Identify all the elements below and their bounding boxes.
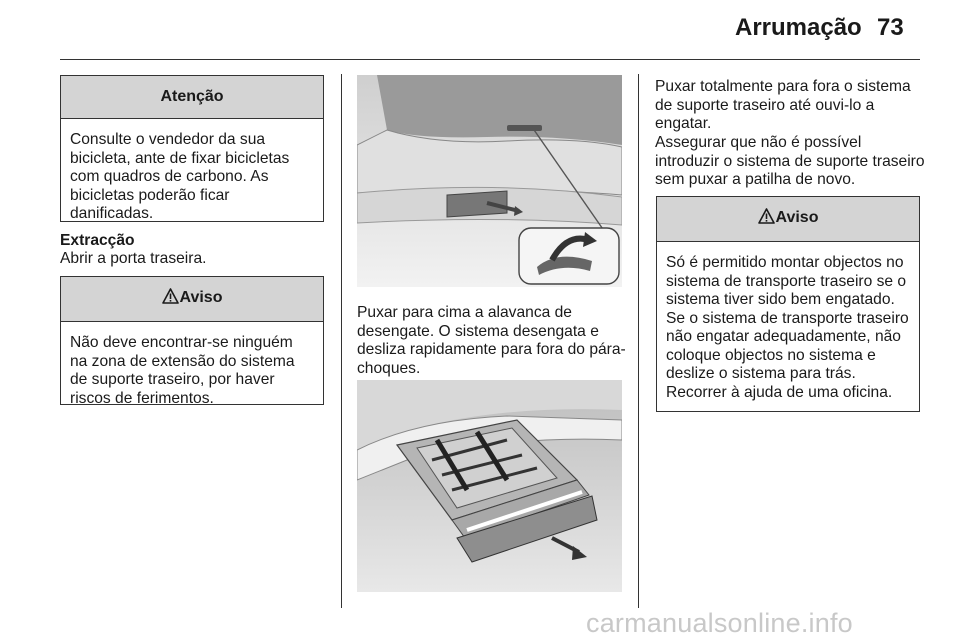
column-divider-left: [341, 74, 342, 608]
right-paragraph-2: Assegurar que não é possível introduzir o sistema de suporte traseiro sem puxar a patilha de novo.: [655, 134, 925, 188]
rear-bumper-release-lever-illustration: [357, 75, 622, 287]
warning-box-left-heading: [61, 277, 323, 322]
warning-box-left-heading-text: Aviso: [179, 289, 223, 306]
attention-box-text: Consulte o vendedor da sua bicicleta, ante de fixar bicicletas com quadros de carbono. As bicicletas poderão ficar danificadas.: [70, 131, 290, 222]
page-header-title: Arrumação: [735, 14, 862, 41]
page-number: 73: [877, 14, 904, 41]
warning-box-left: [60, 276, 324, 405]
warning-box-right-heading: [657, 197, 919, 242]
figure-release-lever: [357, 75, 622, 287]
section-title-extraccao: Extracção: [60, 232, 135, 249]
section-text-open-tailgate: Abrir a porta traseira.: [60, 250, 207, 267]
warning-triangle-icon: [758, 208, 775, 230]
attention-box: [60, 75, 324, 222]
header-divider: [60, 59, 920, 60]
warning-box-right: [656, 196, 920, 412]
warning-triangle-icon: [162, 288, 179, 310]
warning-box-left-text: Não deve encontrar-se ninguém na zona de extensão do sistema de suporte traseiro, por haver riscos de ferimentos.: [70, 334, 295, 407]
figure-1-caption: Puxar para cima a alavanca de desengate. O sistema desengata e desliza rapidamente para fora do pára-choques.: [357, 304, 626, 377]
rear-carrier-extended-illustration: [357, 380, 622, 592]
warning-box-right-heading-text: Aviso: [775, 209, 819, 226]
figure-carrier-extended: [357, 380, 622, 592]
right-paragraph-1: Puxar totalmente para fora o sistema de suporte traseiro até ouvi-lo a engatar.: [655, 78, 911, 132]
warning-box-right-text: Só é permitido montar objectos no sistema de transporte traseiro se o sistema tiver sido bem engatado. Se o sistema de transporte traseiro não engatar adequadamente, não coloque objectos no sistema e deslize o sistema para trás. Recorrer à ajuda de uma oficina.: [666, 254, 909, 401]
column-divider-right: [638, 74, 639, 608]
attention-box-heading: Atenção: [61, 76, 323, 119]
watermark-text: carmanualsonline.info: [586, 608, 853, 638]
